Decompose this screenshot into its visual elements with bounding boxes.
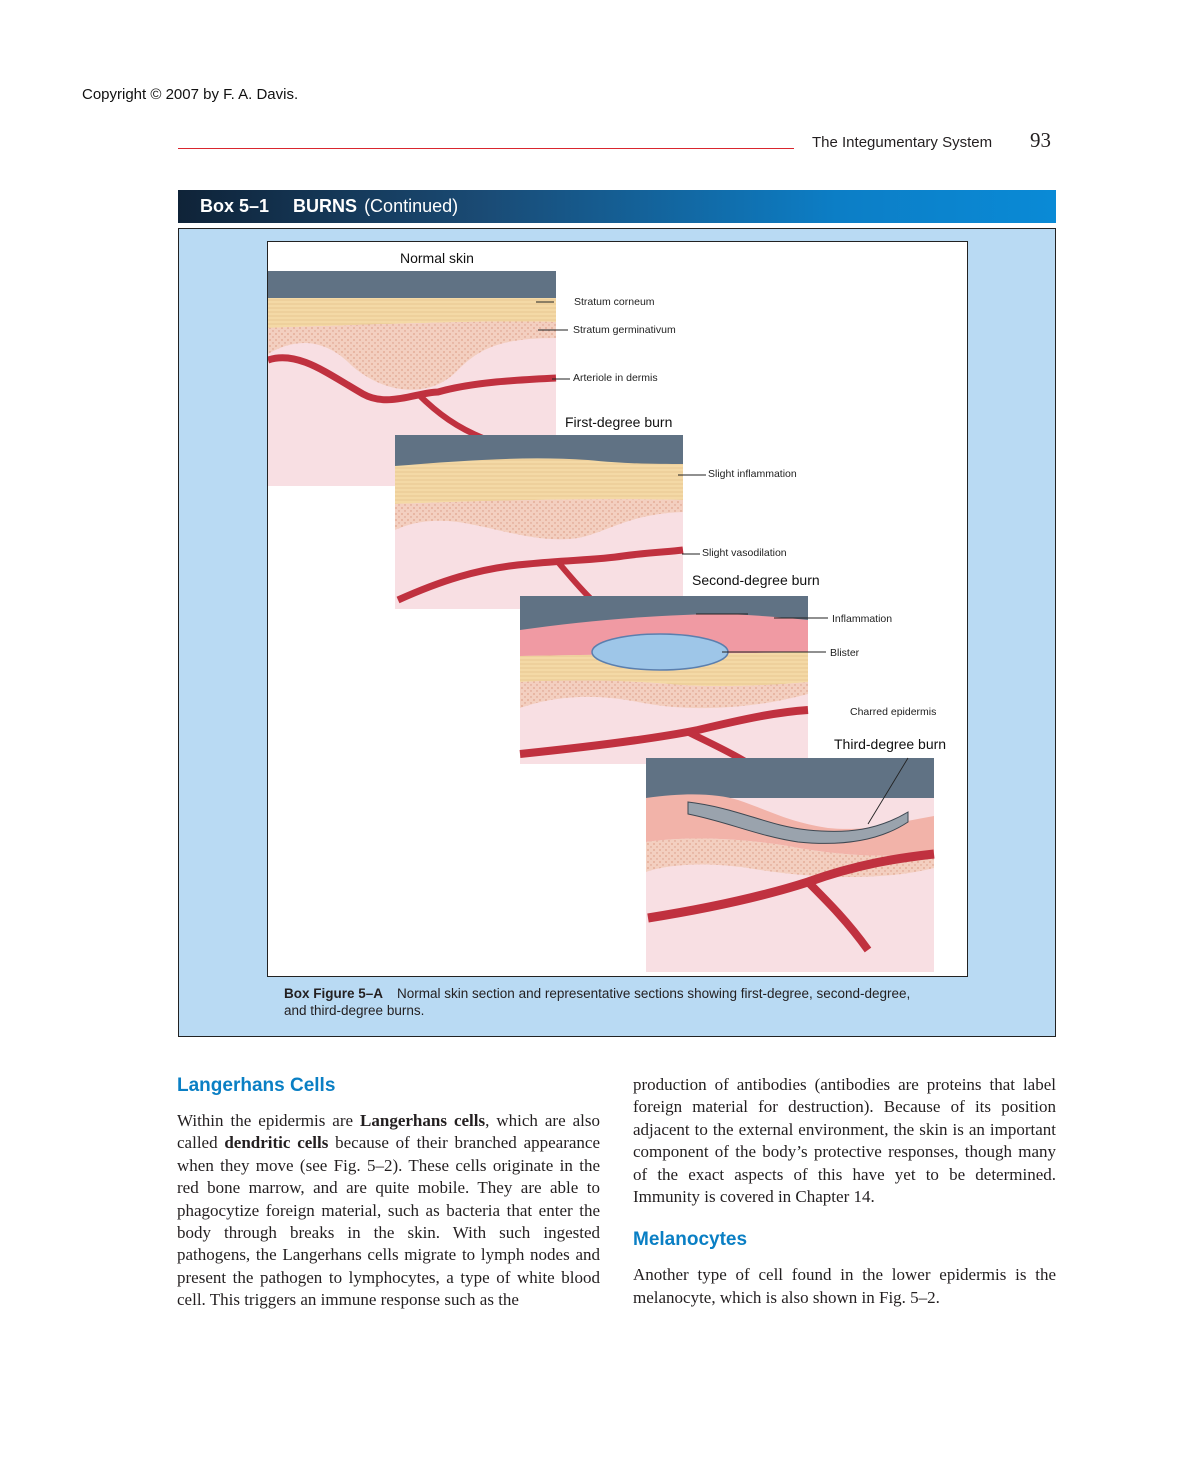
caption-text: Normal skin section and representative sections showing first-degree, second-degree, and third-degree burns. — [284, 986, 911, 1018]
caption-label: Box Figure 5–A — [284, 986, 384, 1001]
label-stratum-corneum: Stratum corneum — [574, 296, 655, 308]
page-number: 93 — [1030, 128, 1051, 152]
label-arteriole: Arteriole in dermis — [573, 372, 658, 384]
heading-third-degree: Third-degree burn — [834, 736, 947, 752]
heading-langerhans-cells: Langerhans Cells — [177, 1075, 336, 1096]
burn-illustration — [268, 242, 968, 977]
label-charred-epidermis: Charred epidermis — [850, 706, 937, 718]
term-langerhans-cells: Langerhans cells — [360, 1111, 486, 1130]
burn-figure — [267, 241, 968, 977]
box-continued: (Continued) — [364, 196, 459, 216]
label-slight-vasodilation: Slight vasodilation — [702, 547, 787, 559]
heading-melanocytes: Melanocytes — [633, 1229, 748, 1251]
heading-first-degree: First-degree burn — [565, 414, 673, 430]
heading-second-degree: Second-degree burn — [692, 572, 820, 588]
langerhans-paragraph: Within the epidermis are Langerhans cells, which are also called dendritic cells because of their branched appearance when they move (see Fig. 5–2). These cells originate in the red bone marrow, and are quite mobile. They are able to phagocytize foreign material, such as bacteria that enter the body through breaks in the skin. With such ingested pathogens, the Langerhans cells migrate to lymph nodes and present the pathogen to lymphocytes, a type of white blood cell. This triggers an immune response such as the — [177, 1111, 601, 1310]
left-column — [177, 1074, 600, 1312]
label-inflammation: Inflammation — [832, 613, 893, 625]
antibodies-paragraph: production of antibodies (antibodies are proteins that label foreign material for destruction). Because of its position adjacent to the external environment, the skin is an important component of the body’s protective responses, though many of the exact aspects of this have yet to be determined. Immunity is covered in Chapter 14. — [633, 1075, 1056, 1207]
running-head: The Integumentary System — [812, 134, 993, 151]
label-slight-inflammation: Slight inflammation — [708, 468, 797, 480]
panel-second-degree — [520, 596, 808, 764]
box-title: BURNS — [293, 196, 358, 216]
box-header — [178, 190, 1056, 223]
label-blister: Blister — [830, 647, 860, 659]
copyright-notice: Copyright © 2007 by F. A. Davis. — [82, 86, 299, 103]
heading-normal-skin: Normal skin — [400, 250, 474, 266]
panel-third-degree — [646, 758, 934, 972]
header-rule — [178, 148, 794, 149]
right-column — [633, 1074, 1056, 1309]
figure-caption — [284, 985, 934, 1019]
term-dendritic-cells: dendritic cells — [224, 1133, 329, 1153]
label-stratum-germinativum: Stratum germinativum — [573, 324, 676, 336]
panel-first-degree — [395, 435, 683, 609]
box-number: Box 5–1 — [200, 196, 270, 216]
melanocytes-paragraph: Another type of cell found in the lower epidermis is the melanocyte, which is also shown in Fig. 5–2. — [633, 1265, 1056, 1307]
